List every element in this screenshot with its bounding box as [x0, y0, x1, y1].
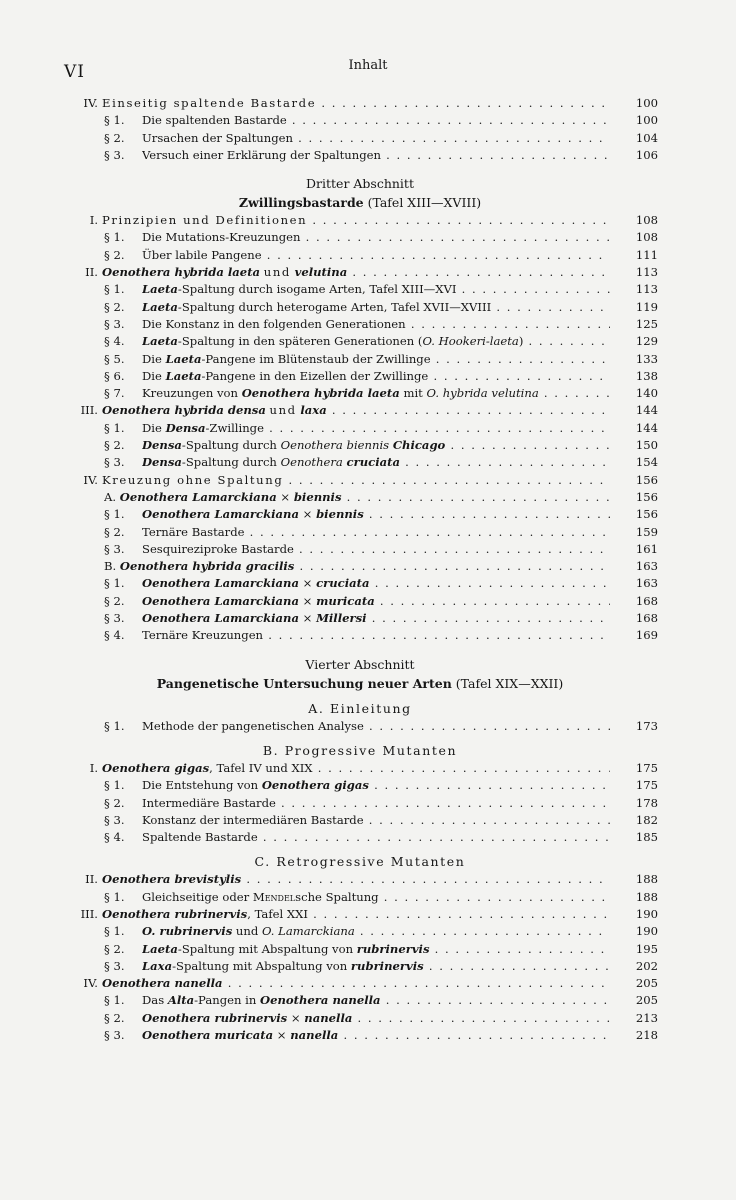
- entry-page-number: 190: [635, 924, 658, 939]
- toc-entry[interactable]: [60, 437, 660, 454]
- section-number: § 3.: [104, 958, 125, 973]
- entry-page-number: 133: [635, 351, 658, 366]
- entry-title: Laeta-Spaltung in den späteren Generationen (O. Hookeri-laeta) . . .: [142, 333, 610, 350]
- chapter-number: III.: [80, 906, 98, 921]
- toc-entry[interactable]: [60, 299, 660, 316]
- chapter-number: I.: [89, 213, 98, 228]
- toc-entry[interactable]: [60, 871, 660, 888]
- toc-entry[interactable]: [60, 1027, 660, 1044]
- section-number: § 2.: [104, 1010, 125, 1025]
- entry-page-number: 173: [635, 718, 658, 733]
- entry-page-number: 178: [635, 795, 658, 810]
- toc-entry[interactable]: [60, 923, 660, 940]
- entry-page-number: 205: [635, 993, 658, 1008]
- toc-entry[interactable]: [60, 812, 660, 829]
- chapter-number: IV.: [83, 96, 98, 110]
- entry-page-number: 156: [635, 507, 658, 522]
- entry-page-number: 168: [635, 593, 658, 608]
- section-number: § 4.: [104, 334, 125, 349]
- entry-page-number: 129: [635, 334, 658, 349]
- entry-page-number: 104: [635, 130, 658, 145]
- chapter-number: II.: [85, 872, 98, 887]
- entry-page-number: 108: [635, 230, 658, 245]
- entry-page-number: 163: [635, 576, 658, 591]
- entry-title: Oenothera nanella . . .: [102, 975, 610, 992]
- entry-page-number: 185: [635, 830, 658, 845]
- chapter-number: IV.: [83, 976, 98, 991]
- entry-title: Laeta-Spaltung mit Abspaltung von rubrinervis . . .: [142, 941, 610, 958]
- entry-page-number: 188: [635, 872, 658, 887]
- entry-title: Versuch einer Erklärung der Spaltungen . . .: [142, 147, 610, 164]
- section-number: § 1.: [104, 889, 125, 904]
- chapter-number: II.: [85, 265, 98, 280]
- entry-title: Die Mutations-Kreuzungen . . .: [142, 229, 610, 246]
- entry-title: Densa-Spaltung durch Oenothera cruciata . . .: [142, 454, 610, 471]
- toc-entry[interactable]: [60, 130, 660, 147]
- entry-page-number: 156: [635, 489, 658, 504]
- toc-entry[interactable]: [60, 489, 660, 506]
- entry-page-number: 150: [635, 438, 658, 453]
- section-heading: B. Progressive Mutanten: [262, 742, 458, 758]
- entry-title: O. rubrinervis und O. Lamarckiana . . .: [142, 923, 610, 940]
- entry-title: Oenothera rubrinervis × nanella . . .: [142, 1010, 610, 1027]
- toc-entry[interactable]: [60, 795, 660, 812]
- section-heading: A. Einleitung: [308, 700, 412, 716]
- section-number: § 5.: [104, 351, 125, 366]
- section-heading: Vierter Abschnitt: [305, 656, 415, 672]
- entry-page-number: 125: [635, 316, 658, 331]
- entry-page-number: 175: [635, 760, 658, 775]
- entry-title: Oenothera Lamarckiana × muricata . . .: [142, 593, 610, 610]
- chapter-number: III.: [80, 403, 98, 418]
- entry-title: Spaltende Bastarde . . .: [142, 829, 610, 846]
- section-number: § 1.: [104, 230, 125, 245]
- entry-title: Die Densa-Zwillinge . . .: [142, 420, 610, 437]
- toc-entry[interactable]: [60, 575, 660, 592]
- section-number: § 2.: [104, 524, 125, 539]
- toc-entry[interactable]: [60, 777, 660, 794]
- section-number: § 1.: [104, 507, 125, 522]
- table-of-contents: [60, 95, 660, 1044]
- toc-entry[interactable]: [60, 760, 660, 777]
- entry-page-number: 108: [635, 213, 658, 228]
- toc-entry[interactable]: [60, 247, 660, 264]
- toc-entry[interactable]: [60, 889, 660, 906]
- entry-page-number: 190: [635, 906, 658, 921]
- entry-title: Densa-Spaltung durch Oenothera biennis Chicago . . .: [142, 437, 610, 454]
- entry-title: Gleichseitige oder Mendelsche Spaltung . . .: [142, 889, 610, 906]
- entry-title: Über labile Pangene . . .: [142, 247, 610, 264]
- entry-title: Die Entstehung von Oenothera gigas . . .: [142, 777, 610, 794]
- entry-title: Intermediäre Bastarde . . .: [142, 795, 610, 812]
- entry-page-number: 100: [635, 113, 658, 128]
- entry-title: Prinzipien und Definitionen . . .: [102, 212, 610, 229]
- entry-title: Die spaltenden Bastarde . . .: [142, 112, 610, 129]
- section-number: § 1.: [104, 113, 125, 128]
- entry-page-number: 188: [635, 889, 658, 904]
- toc-entry[interactable]: [60, 941, 660, 958]
- entry-page-number: 111: [635, 247, 658, 262]
- entry-title: Einseitig spaltende Bastarde . . .: [102, 95, 610, 112]
- toc-entry[interactable]: [60, 229, 660, 246]
- entry-title: Konstanz der intermediären Bastarde . . .: [142, 812, 610, 829]
- toc-entry[interactable]: [60, 558, 660, 575]
- entry-page-number: 202: [635, 958, 658, 973]
- entry-page-number: 106: [635, 147, 658, 162]
- toc-entry[interactable]: [60, 829, 660, 846]
- section-number: § 2.: [104, 299, 125, 314]
- section-number: § 3.: [104, 316, 125, 331]
- entry-title: Kreuzung ohne Spaltung . . .: [102, 472, 610, 489]
- entry-page-number: 218: [635, 1028, 658, 1043]
- entry-title: Oenothera Lamarckiana × Millersi . . .: [142, 610, 610, 627]
- section-number: § 3.: [104, 541, 125, 556]
- toc-entry[interactable]: [60, 333, 660, 350]
- entry-title: Oenothera brevistylis . . .: [102, 871, 610, 888]
- page-number: VI: [64, 62, 85, 82]
- section-number: § 2.: [104, 795, 125, 810]
- toc-entry[interactable]: [60, 524, 660, 541]
- entry-title: Laeta-Spaltung durch isogame Arten, Tafel XIII—XVI . . .: [142, 281, 610, 298]
- toc-entry[interactable]: [60, 454, 660, 471]
- entry-title: Methode der pangenetischen Analyse . . .: [142, 718, 610, 735]
- section-number: § 3.: [104, 611, 125, 626]
- section-number: § 4.: [104, 628, 125, 643]
- entry-page-number: 119: [635, 299, 658, 314]
- toc-entry[interactable]: [60, 368, 660, 385]
- section-number: § 4.: [104, 830, 125, 845]
- toc-entry[interactable]: [60, 1010, 660, 1027]
- entry-page-number: 195: [635, 941, 658, 956]
- entry-page-number: 138: [635, 368, 658, 383]
- entry-title: Das Alta-Pangen in Oenothera nanella . . .: [142, 992, 610, 1009]
- running-title: Inhalt: [348, 58, 388, 73]
- toc-entry[interactable]: [60, 906, 660, 923]
- toc-entry[interactable]: [60, 385, 660, 402]
- toc-entry[interactable]: [60, 281, 660, 298]
- toc-entry[interactable]: [60, 506, 660, 523]
- entry-title: Oenothera muricata × nanella . . .: [142, 1027, 610, 1044]
- entry-title: Kreuzungen von Oenothera hybrida laeta mit O. hybrida velutina . . .: [142, 385, 610, 402]
- entry-title: B. Oenothera hybrida gracilis . . .: [104, 558, 610, 575]
- running-head: [60, 58, 676, 82]
- section-heading: Pangenetische Untersuchung neuer Arten (Tafel XIX—XXII): [156, 675, 564, 691]
- section-number: § 6.: [104, 368, 125, 383]
- section-number: § 1.: [104, 993, 125, 1008]
- entry-page-number: 169: [635, 628, 658, 643]
- toc-entry[interactable]: [60, 112, 660, 129]
- toc-entry[interactable]: [60, 718, 660, 735]
- section-number: § 2.: [104, 247, 125, 262]
- section-number: § 2.: [104, 941, 125, 956]
- entry-page-number: 161: [635, 541, 658, 556]
- section-number: § 3.: [104, 147, 125, 162]
- entry-page-number: 154: [635, 455, 658, 470]
- section-number: § 1.: [104, 924, 125, 939]
- toc-entry[interactable]: [60, 610, 660, 627]
- entry-page-number: 175: [635, 778, 658, 793]
- section-heading: C. Retrogressive Mutanten: [254, 854, 466, 870]
- section-number: § 1.: [104, 420, 125, 435]
- entry-title: Oenothera Lamarckiana × cruciata . . .: [142, 575, 610, 592]
- section-number: § 2.: [104, 130, 125, 145]
- toc-entry[interactable]: [60, 541, 660, 558]
- entry-title: Die Konstanz in den folgenden Generationen . . .: [142, 316, 610, 333]
- section-number: § 1.: [104, 576, 125, 591]
- entry-title: Die Laeta-Pangene im Blütenstaub der Zwillinge . . .: [142, 351, 610, 368]
- section-heading: Zwillingsbastarde (Tafel XIII—XVIII): [238, 195, 482, 211]
- toc-entry[interactable]: [60, 627, 660, 644]
- section-number: § 1.: [104, 718, 125, 733]
- entry-title: Oenothera hybrida densa und laxa . . .: [102, 402, 610, 419]
- entry-page-number: 144: [635, 420, 658, 435]
- toc-entry[interactable]: [60, 212, 660, 229]
- section-number: § 1.: [104, 778, 125, 793]
- section-heading: Dritter Abschnitt: [306, 176, 414, 192]
- toc-entry[interactable]: [60, 264, 660, 281]
- section-number: § 3.: [104, 812, 125, 827]
- toc-entry[interactable]: [60, 472, 660, 489]
- toc-entry[interactable]: [60, 316, 660, 333]
- entry-title: Ternäre Bastarde . . .: [142, 524, 610, 541]
- chapter-number: IV.: [83, 472, 98, 487]
- toc-entry[interactable]: [60, 958, 660, 975]
- entry-title: Ursachen der Spaltungen . . .: [142, 130, 610, 147]
- toc-entry[interactable]: [60, 975, 660, 992]
- entry-page-number: 159: [635, 524, 658, 539]
- section-number: § 2.: [104, 593, 125, 608]
- section-number: § 3.: [104, 1028, 125, 1043]
- toc-entry[interactable]: [60, 147, 660, 164]
- toc-entry[interactable]: [60, 95, 660, 112]
- toc-entry[interactable]: [60, 420, 660, 437]
- entry-title: Ternäre Kreuzungen . . .: [142, 627, 610, 644]
- entry-title: Oenothera gigas, Tafel IV und XIX . . .: [102, 760, 610, 777]
- entry-title: Oenothera hybrida laeta und velutina . . .: [102, 264, 610, 281]
- entry-title: Oenothera Lamarckiana × biennis . . .: [142, 506, 610, 523]
- entry-title: Die Laeta-Pangene in den Eizellen der Zwillinge . . .: [142, 368, 610, 385]
- entry-page-number: 144: [635, 403, 658, 418]
- section-number: § 3.: [104, 455, 125, 470]
- entry-page-number: 156: [635, 472, 658, 487]
- entry-title: A. Oenothera Lamarckiana × biennis . . .: [104, 489, 610, 506]
- entry-page-number: 205: [635, 976, 658, 991]
- entry-title: Laxa-Spaltung mit Abspaltung von rubrinervis . . .: [142, 958, 610, 975]
- entry-page-number: 113: [635, 265, 658, 280]
- toc-entry[interactable]: [60, 593, 660, 610]
- entry-page-number: 140: [635, 386, 658, 401]
- toc-entry[interactable]: [60, 402, 660, 419]
- toc-entry[interactable]: [60, 992, 660, 1009]
- entry-page-number: 100: [635, 96, 658, 110]
- entry-page-number: 163: [635, 559, 658, 574]
- entry-page-number: 213: [635, 1010, 658, 1025]
- section-number: § 1.: [104, 282, 125, 297]
- entry-title: Oenothera rubrinervis, Tafel XXI . . .: [102, 906, 610, 923]
- toc-entry[interactable]: [60, 351, 660, 368]
- entry-title: Sesquireziproke Bastarde . . .: [142, 541, 610, 558]
- entry-page-number: 113: [635, 282, 658, 297]
- section-number: § 2.: [104, 438, 125, 453]
- chapter-number: I.: [89, 760, 98, 775]
- section-number: § 7.: [104, 386, 125, 401]
- entry-page-number: 168: [635, 611, 658, 626]
- entry-title: Laeta-Spaltung durch heterogame Arten, Tafel XVII—XVIII . . .: [142, 299, 610, 316]
- entry-page-number: 182: [635, 812, 658, 827]
